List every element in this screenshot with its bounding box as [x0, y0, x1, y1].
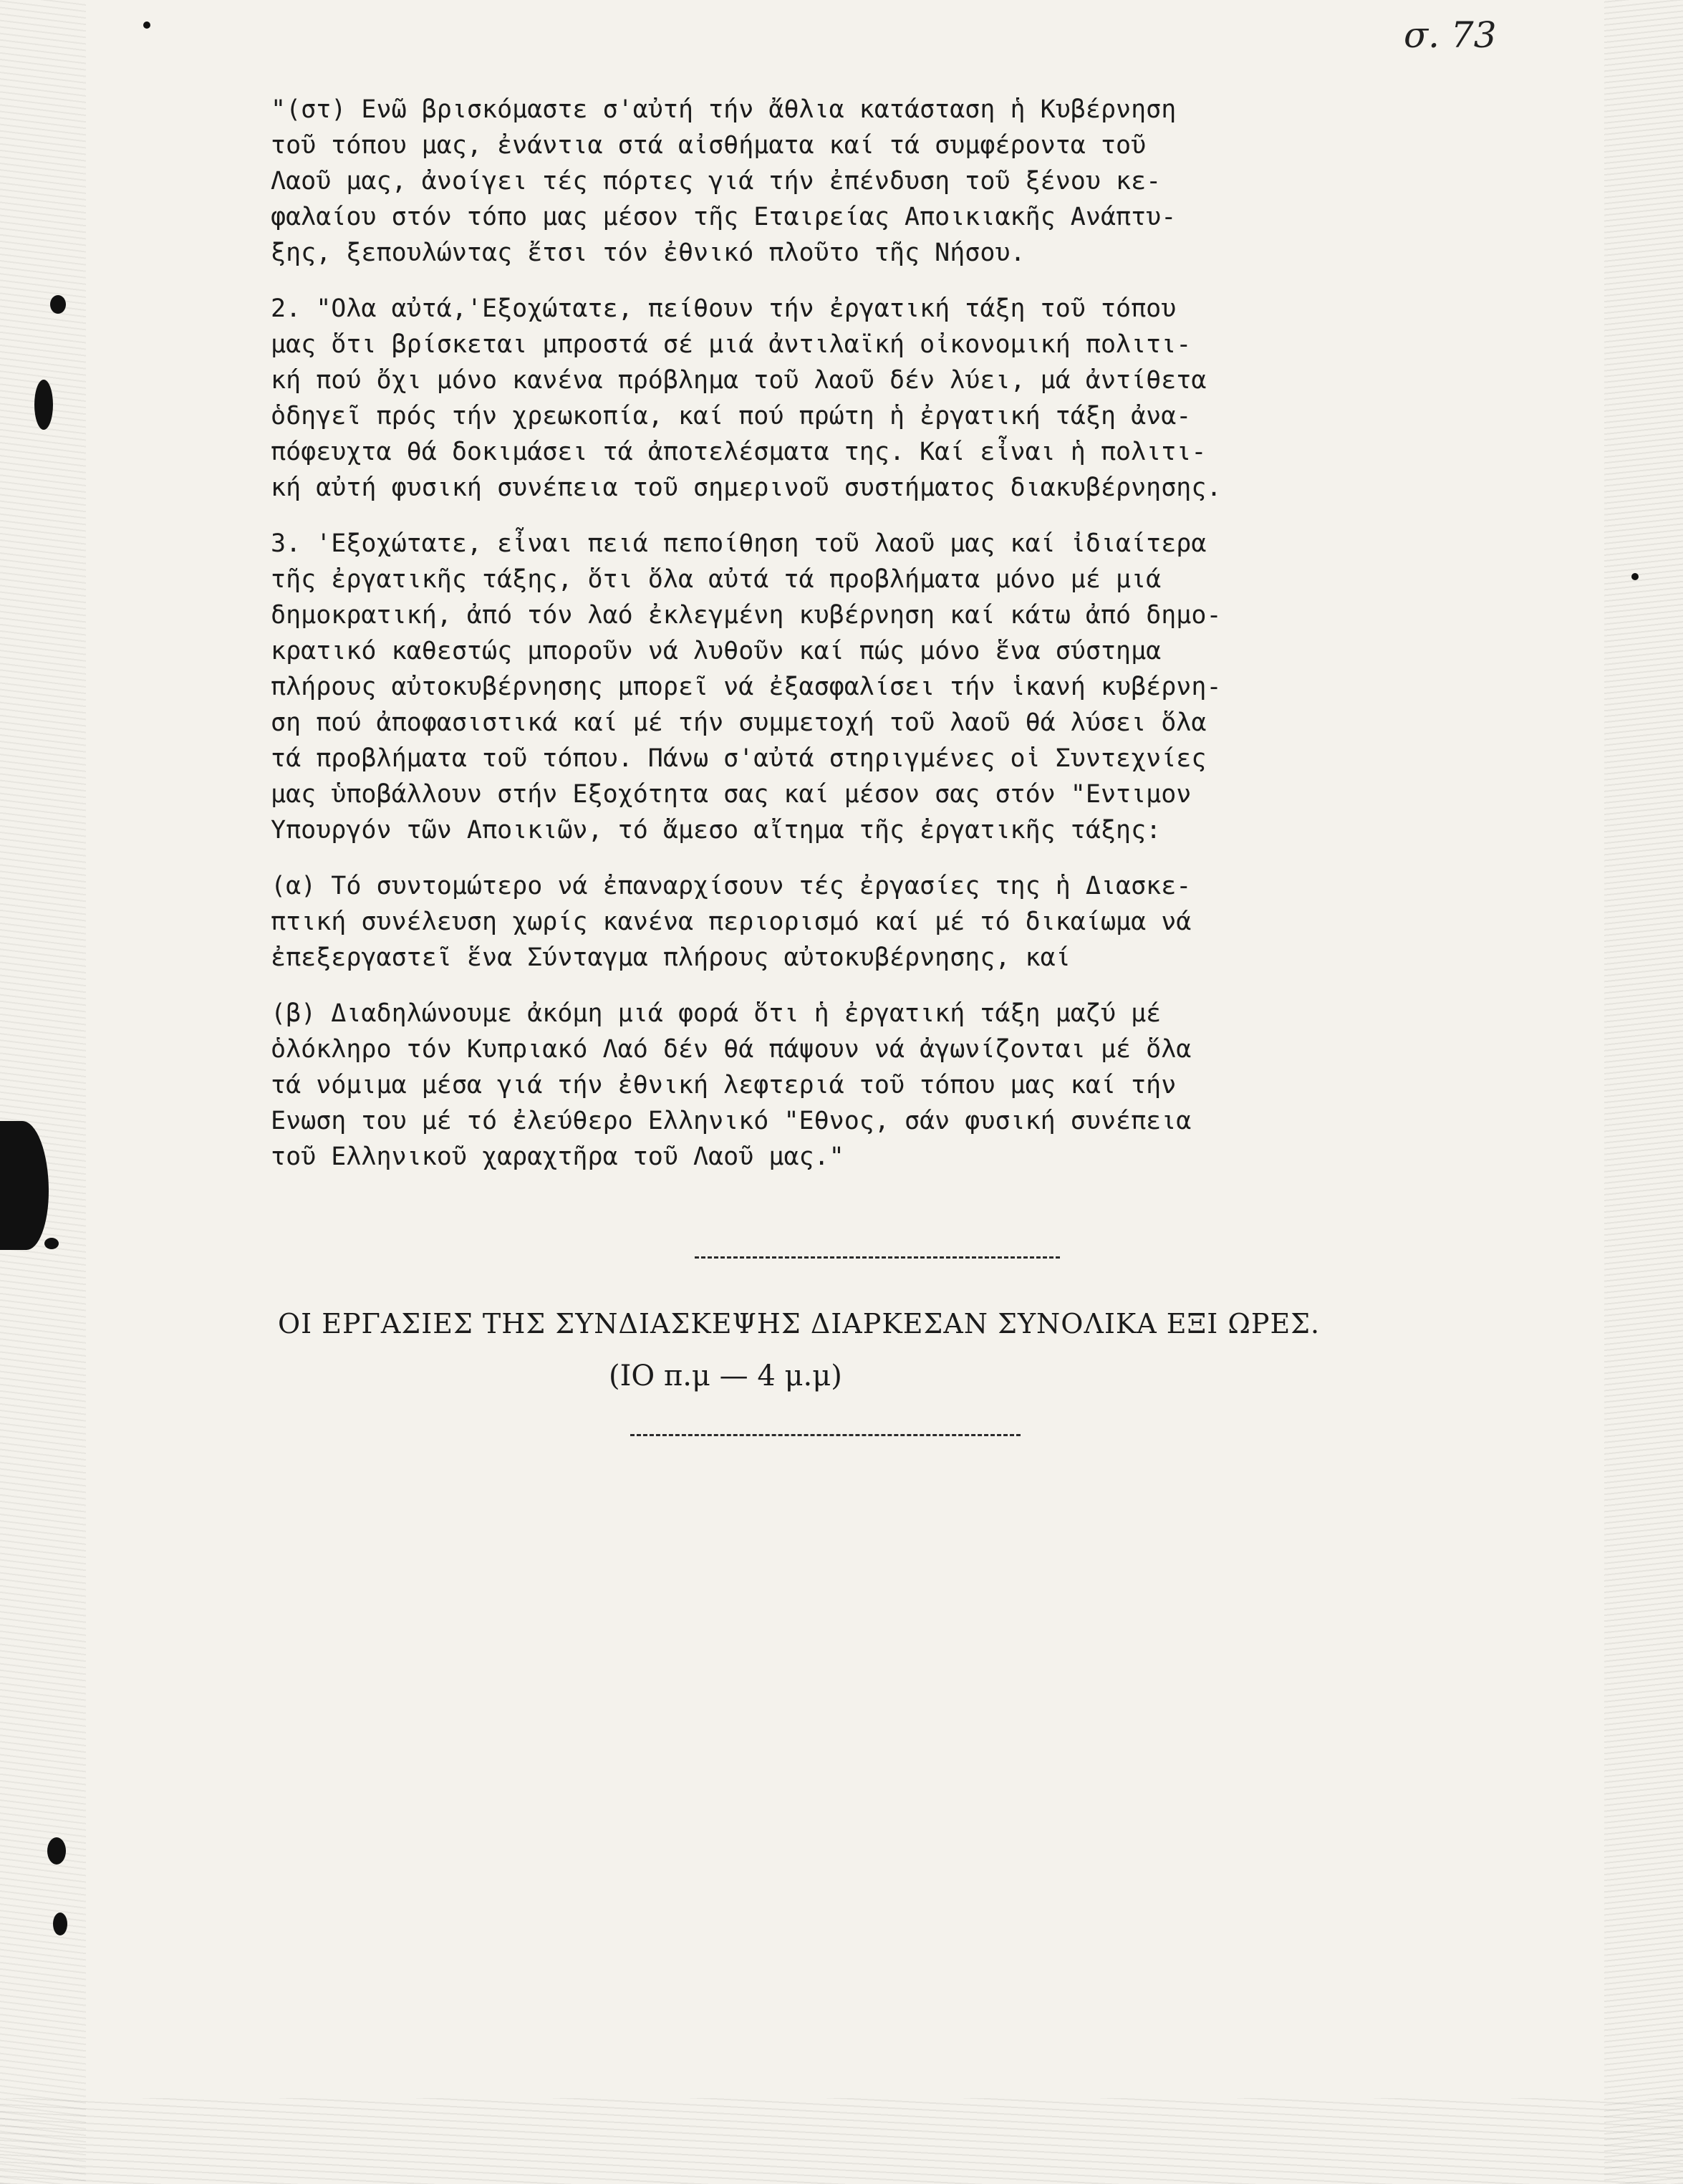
- scan-noise-left: [0, 0, 86, 2184]
- ink-blot: [53, 1913, 67, 1935]
- paragraph-3: 3. 'Εξοχώτατε, εἶναι πειά πεποίθηση τοῦ λαοῦ μας καί ἰδιαίτερα τῆς ἐργατικῆς τάξης, ὅτι ὅλα αὐτά τά προβλήματα μόνο μέ μιά δημοκρατική, ἀπό τόν λαό ἐκλεγμένη κυβέρνηση καί κάτω ἀπό δημο- κρατικό καθεστώς μποροῦν νά λυθοῦν καί πώς μόνο ἕνα σύστημα πλήρους αὐτοκυβέρνησης μπορεῖ νά ἐξασφαλίσει τήν ἱκανή κυβέρνη- ση πού ἀποφασιστικά καί μέ τήν συμμετοχή τοῦ λαοῦ θά λύσει ὅλα τά προβλήματα τοῦ τόπου. Πάνω σ'αὐτά στηριγμένες οἱ Συντεχνίες μας ὑποβάλλουν στήν Εξοχότητα σας καί μέσον σας στόν "Εντιμον Υπουργόν τῶν Αποικιῶν, τό ἄμεσο αἴτημα τῆς ἐργατικῆς τάξης:: [271, 529, 1222, 845]
- closing-line: ΟΙ ΕΡΓΑΣΙΕΣ ΤΗΣ ΣΥΝΔΙΑΣΚΕΨΗΣ ΔΙΑΡΚΕΣΑΝ ΣΥΝΟΛΙΚΑ ΕΞΙ ΩΡΕΣ.: [278, 1308, 1321, 1339]
- page-number: σ. 73: [1404, 14, 1497, 56]
- ink-blot: [44, 1238, 59, 1249]
- ink-blot: [50, 295, 66, 314]
- ink-blot: [47, 1837, 66, 1865]
- paragraph-st: "(στ) Ενῶ βρισκόμαστε σ'αὐτή τήν ἄθλια κατάσταση ἡ Κυβέρνηση τοῦ τόπου μας, ἐνάντια στά αἰσθήματα καί τά συμφέροντα τοῦ Λαοῦ μας, ἀνοίγει τές πόρτες γιά τήν ἐπένδυση τοῦ ξένου κε- φαλαίου στόν τόπο μας μέσον τῆς Εταιρείας Αποικιακῆς Ανάπτυ- ξης, ξεπουλώντας ἔτσι τόν ἐθνικό πλοῦτο τῆς Νήσου.: [271, 95, 1177, 267]
- ink-blot: [0, 1121, 49, 1250]
- paragraph-a: (α) Τό συντομώτερο νά ἐπαναρχίσουν τές ἐργασίες της ἡ Διασκε- πτική συνέλευση χωρίς κανένα περιορισμό καί μέ τό δικαίωμα νά ἐπεξεργαστεῖ ἕνα Σύνταγμα πλήρους αὐτοκυβέρνησης, καί: [271, 872, 1192, 972]
- ink-blot: [143, 21, 150, 29]
- ink-blot: [1631, 573, 1639, 580]
- time-range: (ΙΟ π.μ — 4 μ.μ): [609, 1360, 842, 1392]
- dashed-divider: [630, 1434, 1021, 1436]
- ink-blot: [34, 380, 53, 430]
- letter-body: [271, 92, 1631, 1195]
- paragraph-2: 2. "Ολα αὐτά,'Εξοχώτατε, πείθουν τήν ἐργατική τάξη τοῦ τόπου μας ὅτι βρίσκεται μπροστά σέ μιά ἀντιλαϊκή οἰκονομική πολιτι- κή πού ὄχι μόνο κανένα πρόβλημα τοῦ λαοῦ δέν λύει, μά ἀντίθετα ὁδηγεῖ πρός τήν χρεωκοπία, καί πού πρώτη ἡ ἐργατική τάξη ἀνα- πόφευχτα θά δοκιμάσει τά ἀποτελέσματα της. Καί εἶναι ἡ πολιτι- κή αὐτή φυσική συνέπεια τοῦ σημερινοῦ συστήματος διακυβέρνησης.: [271, 294, 1222, 502]
- scan-noise-bottom: [0, 2098, 1683, 2184]
- dashed-divider: [695, 1256, 1060, 1259]
- paragraph-b: (β) Διαδηλώνουμε ἀκόμη μιά φορά ὅτι ἡ ἐργατική τάξη μαζύ μέ ὁλόκληρο τόν Κυπριακό Λαό δέν θά πάψουν νά ἀγωνίζονται μέ ὅλα τά νόμιμα μέσα γιά τήν ἐθνική λεφτεριά τοῦ τόπου μας καί τήν Ενωση του μέ τό ἐλεύθερο Ελληνικό "Εθνος, σάν φυσική συνέπεια τοῦ Ελληνικοῦ χαραχτῆρα τοῦ Λαοῦ μας.": [271, 999, 1192, 1171]
